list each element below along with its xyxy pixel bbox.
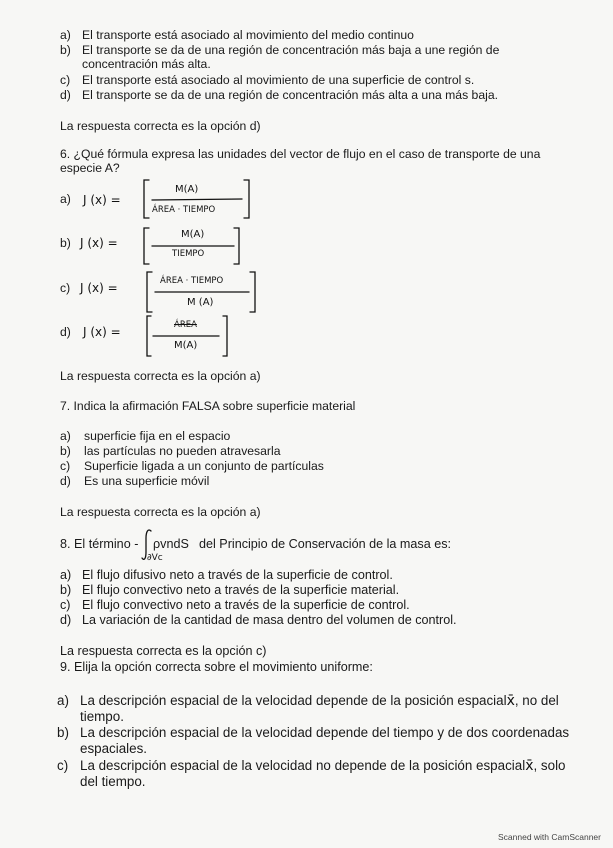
q6-option-d-numerator: ÁREA (174, 320, 197, 330)
q5-option-b-text-line2: concentración más alta. (82, 57, 211, 71)
x-vector-symbol: x̄ (506, 693, 515, 709)
q7-option-b-label: b) (60, 444, 71, 458)
q5-option-b-text-line1: El transporte se da de una región de concentración más baja a une región de (82, 43, 500, 57)
q6-option-c-denominator: M (A) (187, 297, 214, 308)
q6-option-c-lhs: J (x) = (80, 281, 118, 295)
q5-option-a-text: El transporte está asociado al movimiento del medio continuo (82, 28, 414, 42)
q9-option-a-main: La descripción espacial de la velocidad depende de la posición espacial (80, 693, 507, 708)
q5-answer: La respuesta correcta es la opción d) (60, 119, 261, 133)
q6-option-a-denominator: ÁREA · TIEMPO (152, 205, 216, 215)
q6-question-line1: 6. ¿Qué fórmula expresa las unidades del vector de flujo en el caso de transporte de una (60, 147, 541, 161)
q6-answer: La respuesta correcta es la opción a) (60, 369, 261, 383)
q8-option-b-text: El flujo convectivo neto a través de la superficie material. (82, 583, 400, 597)
q8-question-prefix: 8. El término - (60, 537, 139, 551)
q7-option-a-label: a) (60, 429, 71, 443)
q6-option-b-numerator: M(A) (181, 229, 205, 240)
q6-option-b-lhs: J (x) = (80, 236, 118, 250)
scanner-footer: Scanned with CamScanner (497, 832, 601, 842)
q8-integrand: ρvndS (153, 537, 189, 551)
q8-answer: La respuesta correcta es la opción c) (60, 644, 267, 658)
q6-option-d-denominator: M(A) (174, 340, 198, 351)
q5-option-c-label: c) (60, 73, 71, 87)
q8-option-a-label: a) (60, 568, 72, 582)
x-vector-symbol: x̄ (525, 758, 534, 774)
q9-option-c-main: La descripción espacial de la velocidad no depende de la posición espacial (80, 758, 526, 773)
q8-option-a-text: El flujo difusivo neto a través de la superficie de control. (82, 568, 393, 582)
q9-option-a-tail: , no del (514, 693, 559, 708)
q9-option-a-label: a) (57, 693, 69, 708)
q8-option-b-label: b) (60, 583, 72, 597)
q7-option-b-text: las partículas no pueden atravesarla (84, 444, 281, 458)
q6-option-b-label: b) (60, 236, 71, 250)
q8-question-suffix: del Principio de Conservación de la masa es: (199, 537, 452, 551)
q6-option-a-numerator: M(A) (175, 184, 199, 195)
q6-option-d-label: d) (60, 325, 71, 339)
q7-option-c-label: c) (60, 459, 71, 473)
q9-option-a-text-line2: tiempo. (80, 709, 124, 724)
q5-option-b-label: b) (60, 43, 71, 57)
q9-option-c-label: c) (57, 758, 69, 773)
q9-option-c-text-line2: del tiempo. (80, 774, 146, 789)
q7-option-d-text: Es una superficie móvil (84, 474, 210, 488)
q8-option-c-label: c) (60, 598, 71, 612)
q6-option-d-lhs: J (x) = (83, 325, 121, 339)
q9-option-b-label: b) (57, 725, 69, 740)
q7-option-c-text: Superficie ligada a un conjunto de partículas (84, 459, 324, 473)
q5-option-d-label: d) (60, 88, 71, 102)
q8-option-d-label: d) (60, 613, 72, 627)
q7-option-a-text: superficie fija en el espacio (84, 429, 231, 443)
q7-question: 7. Indica la afirmación FALSA sobre superficie material (60, 399, 356, 413)
q7-option-d-label: d) (60, 474, 71, 488)
q7-answer: La respuesta correcta es la opción a) (60, 505, 261, 519)
q6-option-a-label: a) (60, 192, 71, 206)
q5-option-d-text: El transporte se da de una región de concentración más alta a una más baja. (82, 88, 498, 102)
q9-option-c-text-line1 (80, 758, 566, 774)
q9-option-a-text-line1 (80, 693, 559, 709)
q9-option-b-text-line1: La descripción espacial de la velocidad depende del tiempo y de dos coordenadas (80, 725, 570, 740)
q6-question-line2: especie A? (60, 161, 120, 175)
q5-option-a-label: a) (60, 28, 71, 42)
q8-integral-subscript: ∂Vc (147, 553, 163, 563)
q5-option-c-text: El transporte está asociado al movimiento de una superficie de control s. (82, 73, 475, 87)
q6-option-c-numerator: ÁREA · TIEMPO (160, 276, 224, 286)
q9-option-c-tail: , solo (533, 758, 566, 773)
q6-option-c-label: c) (60, 281, 71, 295)
q9-option-b-text-line2: espaciales. (80, 741, 147, 756)
q6-option-a-lhs: J (x) = (83, 193, 121, 207)
q9-question: 9. Elija la opción correcta sobre el movimiento uniforme: (60, 660, 373, 674)
q8-option-c-text: El flujo convectivo neto a través de la superficie de control. (82, 598, 410, 612)
q8-option-d-text: La variación de la cantidad de masa dentro del volumen de control. (82, 613, 457, 627)
q6-option-b-denominator: TIEMPO (172, 249, 205, 259)
